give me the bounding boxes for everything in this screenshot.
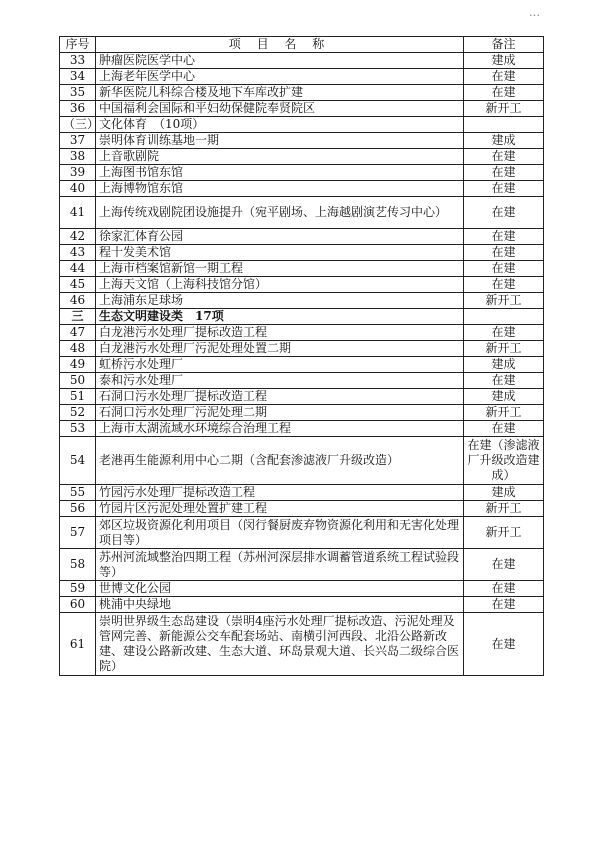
project-name: 上海浦东足球场	[96, 293, 464, 309]
project-status: 新开工	[464, 405, 544, 421]
row-number: 39	[60, 165, 96, 181]
project-name: 上海市档案馆新馆一期工程	[96, 261, 464, 277]
project-name: 虹桥污水处理厂	[96, 357, 464, 373]
table-row	[60, 501, 544, 517]
row-number: 三	[60, 309, 96, 325]
row-number: 49	[60, 357, 96, 373]
project-status: 建成	[464, 389, 544, 405]
table-row	[60, 149, 544, 165]
project-status: 新开工	[464, 341, 544, 357]
table-row	[60, 341, 544, 357]
row-number: 44	[60, 261, 96, 277]
row-number: 37	[60, 133, 96, 149]
row-number: 50	[60, 373, 96, 389]
row-number: 53	[60, 421, 96, 437]
project-name: 竹园片区污泥处理处置扩建工程	[96, 501, 464, 517]
category-row	[60, 309, 544, 325]
project-status: 新开工	[464, 293, 544, 309]
row-number: 55	[60, 485, 96, 501]
table-row	[60, 549, 544, 581]
row-number: 54	[60, 437, 96, 485]
header-no: 序号	[60, 37, 96, 53]
project-status	[464, 309, 544, 325]
project-status: 在建	[464, 581, 544, 597]
row-number: 45	[60, 277, 96, 293]
project-status: 在建	[464, 613, 544, 676]
row-number: 58	[60, 549, 96, 581]
table-row	[60, 245, 544, 261]
row-number: 46	[60, 293, 96, 309]
row-number: 41	[60, 197, 96, 229]
project-table	[59, 36, 544, 676]
project-name: 郊区垃圾资源化利用项目（闵行餐厨废弃物资源化利用和无害化处理项目等）	[96, 517, 464, 549]
project-status: 建成	[464, 357, 544, 373]
project-status: 建成	[464, 485, 544, 501]
project-name: 泰和污水处理厂	[96, 373, 464, 389]
project-name: 新华医院儿科综合楼及地下车库改扩建	[96, 85, 464, 101]
project-name: 崇明体育训练基地一期	[96, 133, 464, 149]
project-status: 在建	[464, 549, 544, 581]
project-name: 石洞口污水处理厂提标改造工程	[96, 389, 464, 405]
table-row	[60, 53, 544, 69]
project-name: 桃浦中央绿地	[96, 597, 464, 613]
table-row	[60, 357, 544, 373]
project-status: 在建	[464, 181, 544, 197]
project-name: 苏州河流域整治四期工程（苏州河深层排水调蓄管道系统工程试验段等）	[96, 549, 464, 581]
project-name: 肿瘤医院医学中心	[96, 53, 464, 69]
project-status: 在建	[464, 597, 544, 613]
row-number: 60	[60, 597, 96, 613]
project-name: 崇明世界级生态岛建设（崇明4座污水处理厂提标改造、污泥处理及管网完善、新能源公交车配套场站、南横引河西段、北沿公路新改建、建设公路新改建、生态大道、环岛景观大道、长兴岛二级综合医院）	[96, 613, 464, 676]
project-status: 建成	[464, 53, 544, 69]
table-row	[60, 197, 544, 229]
project-name: 上海传统戏剧院团设施提升（宛平剧场、上海越剧演艺传习中心）	[96, 197, 464, 229]
row-number: 61	[60, 613, 96, 676]
row-number: 33	[60, 53, 96, 69]
table-row	[60, 101, 544, 117]
table-row	[60, 421, 544, 437]
project-name: 上海天文馆（上海科技馆分馆）	[96, 277, 464, 293]
project-name: 上海市太湖流域水环境综合治理工程	[96, 421, 464, 437]
project-status: 在建	[464, 373, 544, 389]
project-status: 在建	[464, 85, 544, 101]
project-status: 在建	[464, 421, 544, 437]
table-row	[60, 597, 544, 613]
table-row	[60, 517, 544, 549]
project-status: 在建	[464, 149, 544, 165]
project-name: 程十发美术馆	[96, 245, 464, 261]
project-status: 在建	[464, 229, 544, 245]
row-number: 56	[60, 501, 96, 517]
table-row	[60, 437, 544, 485]
project-status: 在建	[464, 197, 544, 229]
project-status: 在建	[464, 165, 544, 181]
table-row	[60, 613, 544, 676]
project-status: 建成	[464, 133, 544, 149]
table-row	[60, 405, 544, 421]
row-number: 35	[60, 85, 96, 101]
project-name: 世博文化公园	[96, 581, 464, 597]
row-number: 48	[60, 341, 96, 357]
project-name: 徐家汇体育公园	[96, 229, 464, 245]
table-header-row	[60, 37, 544, 53]
project-status: 在建	[464, 325, 544, 341]
project-name: 竹园污水处理厂提标改造工程	[96, 485, 464, 501]
row-number: （三）	[60, 117, 96, 133]
row-number: 36	[60, 101, 96, 117]
project-name: 上海图书馆东馆	[96, 165, 464, 181]
table-row	[60, 373, 544, 389]
project-status: 在建	[464, 277, 544, 293]
row-number: 38	[60, 149, 96, 165]
table-row	[60, 69, 544, 85]
category-row	[60, 117, 544, 133]
row-number: 47	[60, 325, 96, 341]
table-row	[60, 389, 544, 405]
table-row	[60, 165, 544, 181]
row-number: 51	[60, 389, 96, 405]
project-name: 白龙港污水处理厂提标改造工程	[96, 325, 464, 341]
row-number: 52	[60, 405, 96, 421]
project-name: 上海老年医学中心	[96, 69, 464, 85]
project-name: 生态文明建设类 17项	[96, 309, 464, 325]
table-row	[60, 85, 544, 101]
project-status: 在建	[464, 69, 544, 85]
row-number: 34	[60, 69, 96, 85]
project-name: 上海博物馆东馆	[96, 181, 464, 197]
project-status: 在建（渗滤液厂升级改造建成）	[464, 437, 544, 485]
project-name: 文化体育 （10项）	[96, 117, 464, 133]
header-name: 项 目 名 称	[96, 37, 464, 53]
project-status: 新开工	[464, 101, 544, 117]
project-status: 新开工	[464, 501, 544, 517]
row-number: 40	[60, 181, 96, 197]
table-row	[60, 133, 544, 149]
row-number: 43	[60, 245, 96, 261]
table-body	[60, 53, 544, 676]
row-number: 59	[60, 581, 96, 597]
table-row	[60, 277, 544, 293]
project-status: 在建	[464, 245, 544, 261]
table-row	[60, 229, 544, 245]
table-row	[60, 181, 544, 197]
table-row	[60, 293, 544, 309]
header-note: 备注	[464, 37, 544, 53]
project-name: 上音歌剧院	[96, 149, 464, 165]
project-status: 新开工	[464, 517, 544, 549]
project-name: 白龙港污水处理厂污泥处理处置二期	[96, 341, 464, 357]
project-name: 中国福利会国际和平妇幼保健院奉贤院区	[96, 101, 464, 117]
row-number: 57	[60, 517, 96, 549]
page-header-note: …	[529, 6, 540, 19]
table-row	[60, 261, 544, 277]
table-row	[60, 325, 544, 341]
table-row	[60, 581, 544, 597]
table-row	[60, 485, 544, 501]
project-name: 老港再生能源利用中心二期（含配套渗滤液厂升级改造）	[96, 437, 464, 485]
row-number: 42	[60, 229, 96, 245]
project-status: 在建	[464, 261, 544, 277]
project-status	[464, 117, 544, 133]
project-name: 石洞口污水处理厂污泥处理二期	[96, 405, 464, 421]
